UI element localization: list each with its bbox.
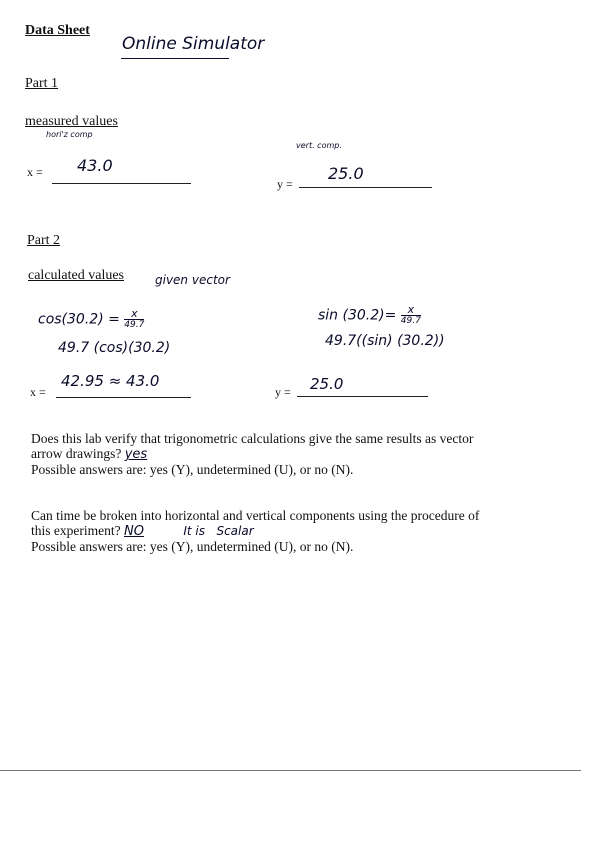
page-title: Data Sheet <box>25 23 90 38</box>
question-2 <box>31 508 551 554</box>
part1-y-label: y = <box>277 177 293 191</box>
part2-x-label: x = <box>30 385 46 399</box>
part2-y-label: y = <box>275 385 291 399</box>
part2-x-work-fraction <box>124 308 144 331</box>
question-1-options: Possible answers are: yes (Y), undetermined (U), or no (N). <box>31 462 354 477</box>
part2-x-work-denominator: 49.7 <box>124 320 145 330</box>
footer-rule <box>0 770 581 771</box>
part1-y-value: 25.0 <box>328 164 364 183</box>
part2-y-work-numerator: x <box>401 304 421 316</box>
part2-y-work-prefix: sin (30.2)= <box>318 307 397 324</box>
question-2-prompt: this experiment? <box>31 523 121 538</box>
handwritten-title-underline <box>121 58 229 59</box>
part2-x-work-numerator: x <box>124 308 144 320</box>
question-1-prompt: arrow drawings? <box>31 446 122 461</box>
part1-heading: Part 1 <box>25 76 59 91</box>
part2-x-work-line1 <box>38 308 144 331</box>
part2-x-value: 42.95 ≈ 43.0 <box>61 372 160 390</box>
part1-x-note: hori'z comp <box>46 130 93 139</box>
question-2-answer: NO <box>123 524 144 539</box>
part1-x-value: 43.0 <box>77 156 113 175</box>
part2-note: given vector <box>155 273 230 287</box>
part2-y-work-line2: 49.7((sin) (30.2)) <box>325 333 445 349</box>
part1-y-note: vert. comp. <box>296 141 342 150</box>
part1-x-label: x = <box>27 165 43 179</box>
question-1-line2 <box>31 446 551 462</box>
question-1-line1: Does this lab verify that trigonometric calculations give the same results as vector <box>31 431 474 446</box>
question-2-note: It is Scalar <box>183 524 254 538</box>
part2-y-work-fraction <box>401 304 421 327</box>
question-2-line1: Can time be broken into horizontal and vertical components using the procedure of <box>31 508 480 523</box>
part1-x-line <box>52 183 191 184</box>
part2-y-work-denominator: 49.7 <box>400 316 421 326</box>
part2-y-value: 25.0 <box>310 375 344 393</box>
question-2-line2 <box>31 523 551 539</box>
part2-heading: Part 2 <box>27 233 61 248</box>
question-1 <box>31 431 551 477</box>
question-1-answer: yes <box>124 447 148 462</box>
part1-y-line <box>299 187 432 188</box>
part2-section-label: calculated values <box>28 268 125 283</box>
question-2-options: Possible answers are: yes (Y), undetermined (U), or no (N). <box>31 539 354 554</box>
part2-x-work-prefix: cos(30.2) = <box>38 311 120 328</box>
part2-x-line <box>56 397 191 398</box>
part1-section-label: measured values <box>25 114 118 129</box>
part2-x-work-line2: 49.7 (cos)(30.2) <box>58 340 171 356</box>
part2-y-work-line1 <box>318 304 421 327</box>
part2-y-line <box>297 396 428 397</box>
handwritten-title: Online Simulator <box>122 34 265 54</box>
